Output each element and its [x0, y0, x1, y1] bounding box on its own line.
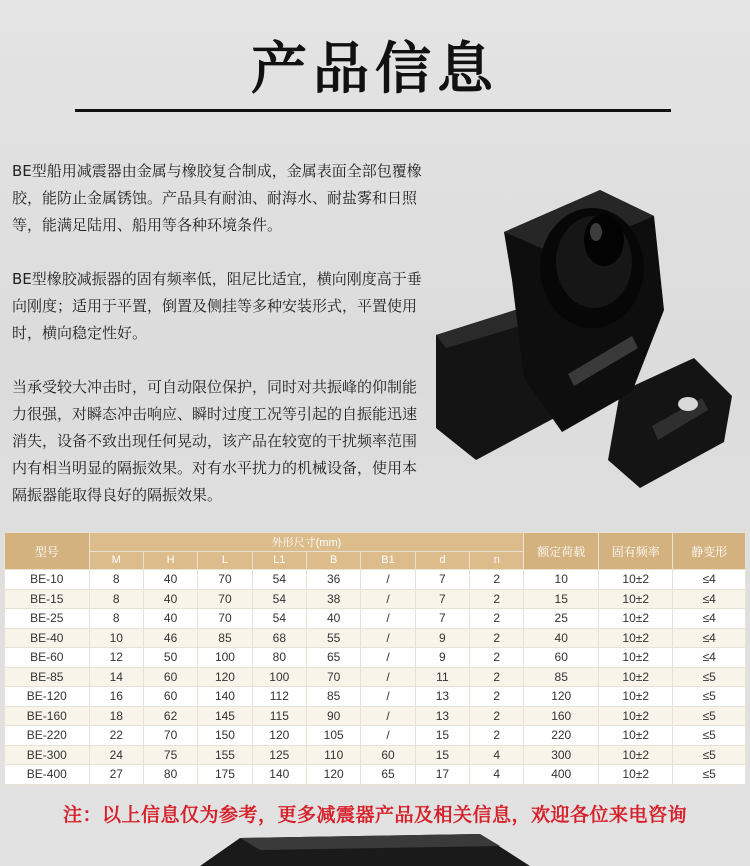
- table-cell: 60: [524, 648, 598, 668]
- table-row: [5, 687, 746, 707]
- table-cell: ≤5: [673, 706, 746, 726]
- table-cell: /: [361, 589, 415, 609]
- table-cell: 60: [143, 687, 197, 707]
- header-static-deformation: 静变形: [673, 533, 746, 570]
- table-cell: 100: [198, 648, 252, 668]
- table-cell: 70: [198, 609, 252, 629]
- table-row: [5, 589, 746, 609]
- table-cell: 220: [524, 726, 598, 746]
- model-cell: BE-15: [5, 589, 90, 609]
- table-cell: 25: [524, 609, 598, 629]
- table-cell: 24: [89, 745, 143, 765]
- model-cell: BE-10: [5, 570, 90, 590]
- table-cell: 60: [361, 745, 415, 765]
- table-cell: 85: [524, 667, 598, 687]
- table-cell: 100: [252, 667, 306, 687]
- table-cell: 8: [89, 609, 143, 629]
- table-cell: ≤4: [673, 609, 746, 629]
- table-cell: ≤4: [673, 628, 746, 648]
- table-cell: 10±2: [598, 609, 672, 629]
- table-cell: 65: [361, 765, 415, 785]
- table-cell: 85: [198, 628, 252, 648]
- table-cell: 10±2: [598, 745, 672, 765]
- table-cell: 2: [470, 648, 524, 668]
- table-cell: ≤4: [673, 589, 746, 609]
- table-cell: 120: [252, 726, 306, 746]
- table-cell: 60: [143, 667, 197, 687]
- table-cell: 10±2: [598, 667, 672, 687]
- table-cell: 9: [415, 648, 469, 668]
- table-cell: 16: [89, 687, 143, 707]
- table-cell: 120: [307, 765, 361, 785]
- table-cell: 4: [470, 745, 524, 765]
- table-cell: 70: [198, 570, 252, 590]
- table-cell: 70: [143, 726, 197, 746]
- model-cell: BE-85: [5, 667, 90, 687]
- table-cell: 50: [143, 648, 197, 668]
- table-row: [5, 648, 746, 668]
- table-cell: 22: [89, 726, 143, 746]
- header-dimensions: 外形尺寸(mm): [89, 533, 524, 552]
- table-cell: 7: [415, 589, 469, 609]
- table-cell: 160: [524, 706, 598, 726]
- table-cell: 8: [89, 589, 143, 609]
- table-cell: 2: [470, 589, 524, 609]
- table-cell: 120: [524, 687, 598, 707]
- header-dim-b: B: [307, 551, 361, 570]
- description-paragraph-2: BE型橡胶减振器的固有频率低，阻尼比适宜，横向刚度高于垂向刚度；适用于平置，倒置及侧挂等多种安装形式，平置使用时，横向稳定性好。: [12, 270, 422, 342]
- table-cell: 10±2: [598, 765, 672, 785]
- table-cell: 40: [143, 609, 197, 629]
- description-paragraph-3: 当承受较大冲击时，可自动限位保护，同时对共振峰的仰制能力很强，对瞬态冲击响应、瞬时过度工况等引起的自振能迅速消失，设备不致出现任何晃动，该产品在较宽的干扰频率范围内有相当明显的隔振效果。对有水平扰力的机械设备，使用本隔振器能取得良好的隔振效果。: [12, 378, 418, 504]
- table-cell: 11: [415, 667, 469, 687]
- table-cell: 13: [415, 687, 469, 707]
- title-divider: [75, 109, 671, 112]
- table-cell: 10±2: [598, 726, 672, 746]
- table-cell: ≤5: [673, 745, 746, 765]
- table-cell: ≤5: [673, 765, 746, 785]
- table-cell: 46: [143, 628, 197, 648]
- table-cell: 10: [89, 628, 143, 648]
- table-row: [5, 628, 746, 648]
- table-cell: 112: [252, 687, 306, 707]
- header-dim-n: n: [470, 551, 524, 570]
- table-cell: 10±2: [598, 628, 672, 648]
- table-cell: 105: [307, 726, 361, 746]
- table-cell: 140: [198, 687, 252, 707]
- table-row: [5, 570, 746, 590]
- page-title: 产品信息: [251, 37, 499, 102]
- table-cell: /: [361, 706, 415, 726]
- model-cell: BE-300: [5, 745, 90, 765]
- table-cell: 15: [415, 726, 469, 746]
- table-cell: ≤5: [673, 687, 746, 707]
- spec-table-container: [4, 532, 746, 785]
- table-cell: 10: [524, 570, 598, 590]
- table-cell: 75: [143, 745, 197, 765]
- table-cell: 10±2: [598, 589, 672, 609]
- table-row: [5, 765, 746, 785]
- model-cell: BE-160: [5, 706, 90, 726]
- table-cell: 12: [89, 648, 143, 668]
- table-cell: 70: [307, 667, 361, 687]
- table-row: [5, 745, 746, 765]
- table-cell: 13: [415, 706, 469, 726]
- table-cell: 18: [89, 706, 143, 726]
- table-cell: 68: [252, 628, 306, 648]
- table-cell: 80: [252, 648, 306, 668]
- table-cell: 90: [307, 706, 361, 726]
- table-cell: 65: [307, 648, 361, 668]
- model-cell: BE-220: [5, 726, 90, 746]
- table-cell: 120: [198, 667, 252, 687]
- table-cell: 2: [470, 687, 524, 707]
- table-cell: 14: [89, 667, 143, 687]
- contact-note: 注：以上信息仅为参考，更多减震器产品及相关信息，欢迎各位来电咨询: [62, 804, 687, 826]
- table-cell: 40: [307, 609, 361, 629]
- table-cell: 400: [524, 765, 598, 785]
- table-cell: 15: [524, 589, 598, 609]
- table-cell: 7: [415, 570, 469, 590]
- table-cell: 40: [524, 628, 598, 648]
- header-dim-h: H: [143, 551, 197, 570]
- table-row: [5, 706, 746, 726]
- table-cell: /: [361, 609, 415, 629]
- table-cell: 110: [307, 745, 361, 765]
- table-cell: 10±2: [598, 570, 672, 590]
- table-cell: 54: [252, 589, 306, 609]
- table-cell: /: [361, 667, 415, 687]
- table-cell: 15: [415, 745, 469, 765]
- table-cell: 17: [415, 765, 469, 785]
- header-natural-frequency: 固有频率: [598, 533, 672, 570]
- header-dim-l1: L1: [252, 551, 306, 570]
- model-cell: BE-40: [5, 628, 90, 648]
- product-image: [432, 160, 742, 500]
- table-cell: /: [361, 628, 415, 648]
- spec-table: [4, 532, 746, 785]
- table-cell: 80: [143, 765, 197, 785]
- table-cell: 10±2: [598, 706, 672, 726]
- header-dim-b1: B1: [361, 551, 415, 570]
- table-cell: 54: [252, 570, 306, 590]
- table-cell: 70: [198, 589, 252, 609]
- table-cell: 62: [143, 706, 197, 726]
- table-cell: 140: [252, 765, 306, 785]
- table-cell: 9: [415, 628, 469, 648]
- table-cell: 2: [470, 628, 524, 648]
- table-cell: 85: [307, 687, 361, 707]
- header-dim-l: L: [198, 551, 252, 570]
- table-cell: 175: [198, 765, 252, 785]
- table-row: [5, 726, 746, 746]
- table-cell: 300: [524, 745, 598, 765]
- table-cell: 115: [252, 706, 306, 726]
- table-cell: 2: [470, 706, 524, 726]
- header-rated-load: 额定荷载: [524, 533, 598, 570]
- description-paragraph-1: BE型船用减震器由金属与橡胶复合制成，金属表面全部包覆橡胶，能防止金属锈蚀。产品具有耐油、耐海水、耐盐雾和日照等，能满足陆用、船用等各种环境条件。: [12, 162, 422, 234]
- table-row: [5, 667, 746, 687]
- model-cell: BE-400: [5, 765, 90, 785]
- table-cell: ≤5: [673, 667, 746, 687]
- table-cell: 2: [470, 570, 524, 590]
- table-cell: 8: [89, 570, 143, 590]
- table-cell: 40: [143, 589, 197, 609]
- product-image-partial: [150, 832, 570, 866]
- table-cell: 7: [415, 609, 469, 629]
- model-cell: BE-25: [5, 609, 90, 629]
- table-cell: ≤4: [673, 570, 746, 590]
- table-cell: 54: [252, 609, 306, 629]
- table-cell: ≤5: [673, 726, 746, 746]
- table-cell: 36: [307, 570, 361, 590]
- model-cell: BE-60: [5, 648, 90, 668]
- table-cell: 55: [307, 628, 361, 648]
- table-cell: 2: [470, 667, 524, 687]
- header-model: 型号: [5, 533, 90, 570]
- table-cell: 10±2: [598, 687, 672, 707]
- table-cell: 2: [470, 726, 524, 746]
- table-row: [5, 609, 746, 629]
- table-cell: 38: [307, 589, 361, 609]
- table-cell: /: [361, 570, 415, 590]
- table-cell: 27: [89, 765, 143, 785]
- table-cell: 155: [198, 745, 252, 765]
- table-cell: 125: [252, 745, 306, 765]
- table-cell: /: [361, 648, 415, 668]
- table-cell: 150: [198, 726, 252, 746]
- header-dim-m: M: [89, 551, 143, 570]
- table-cell: 2: [470, 609, 524, 629]
- model-cell: BE-120: [5, 687, 90, 707]
- header-dim-d: d: [415, 551, 469, 570]
- table-cell: /: [361, 687, 415, 707]
- table-cell: ≤4: [673, 648, 746, 668]
- table-cell: 10±2: [598, 648, 672, 668]
- table-cell: 4: [470, 765, 524, 785]
- table-cell: 40: [143, 570, 197, 590]
- table-cell: /: [361, 726, 415, 746]
- table-cell: 145: [198, 706, 252, 726]
